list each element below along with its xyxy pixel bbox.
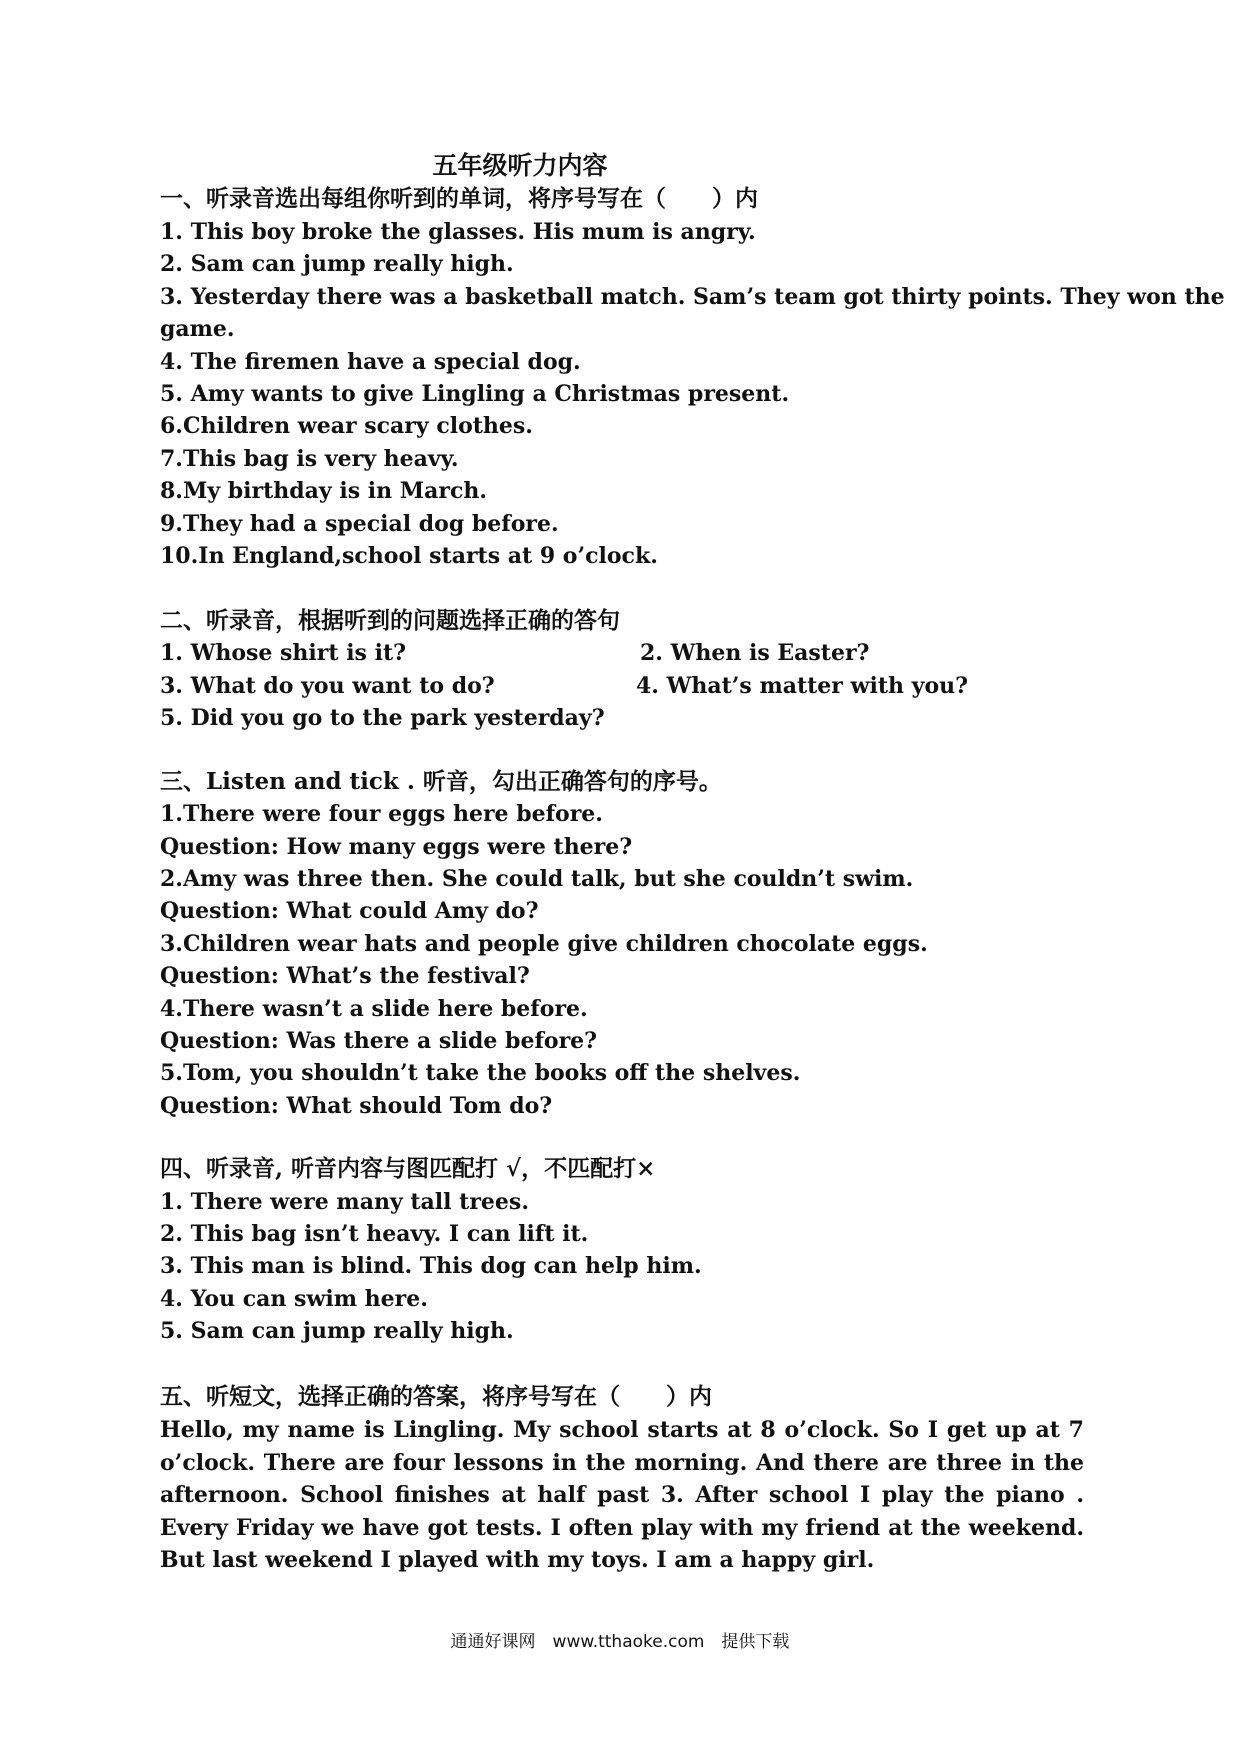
section-3-line: 2.Amy was three then. She could talk, but she couldn’t swim. [160,866,914,892]
section-2-question: 4. What’s matter with you? [636,673,969,699]
section-2-question: 5. Did you go to the park yesterday? [160,705,605,731]
section-3-line: 4.There wasn’t a slide here before. [160,996,588,1022]
section-2-heading: 二、听录音，根据听到的问题选择正确的答句 [160,607,620,634]
section-1-line: 2. Sam can jump really high. [160,251,514,277]
section-3-line: Question: What should Tom do? [160,1093,553,1119]
section-3-line: Question: What’s the festival? [160,963,530,989]
section-3-line: 5.Tom, you shouldn’t take the books off the shelves. [160,1060,801,1086]
section-1-line: 7.This bag is very heavy. [160,446,459,472]
page-title: 五年级听力内容 [432,151,608,180]
section-2-question: 1. Whose shirt is it? [160,640,407,666]
section-2-question: 3. What do you want to do? [160,673,495,699]
section-4-line: 4. You can swim here. [160,1286,428,1312]
section-3-heading: 三、Listen and tick . 听音，勾出正确答句的序号。 [160,768,722,795]
page-footer: 通通好课网 www.tthaoke.com 提供下载 [450,1632,790,1652]
section-4-line: 5. Sam can jump really high. [160,1318,514,1344]
section-1-line: 3. Yesterday there was a basketball match. Sam’s team got thirty points. They won the [160,284,1225,310]
section-4-heading: 四、听录音, 听音内容与图匹配打 √，不匹配打× [160,1155,656,1182]
section-1-line: game. [160,316,235,342]
section-1-line: 10.In England,school starts at 9 o’clock. [160,543,658,569]
section-2-question: 2. When is Easter? [640,640,870,666]
section-1-line: 6.Children wear scary clothes. [160,413,533,439]
section-5-heading: 五、听短文，选择正确的答案，将序号写在（ ）内 [160,1383,712,1410]
section-3-line: Question: Was there a slide before? [160,1028,598,1054]
section-1-line: 1. This boy broke the glasses. His mum is angry. [160,219,756,245]
section-5-passage: Hello, my name is Lingling. My school starts at 8 o’clock. So I get up at 7 o’clock. There are four lessons in the morning. And there are three in the afternoon. School finishes at half past 3. After school I play the piano . Every Friday we have got tests. I often play with my friend at the weekend. But last weekend I played with my toys. I am a happy girl. [160,1417,1084,1573]
section-3-line: 1.There were four eggs here before. [160,801,603,827]
section-1-line: 9.They had a special dog before. [160,511,559,537]
section-4-line: 1. There were many tall trees. [160,1189,529,1215]
section-3-line: Question: What could Amy do? [160,898,539,924]
section-3-line: 3.Children wear hats and people give children chocolate eggs. [160,931,928,957]
section-1-line: 8.My birthday is in March. [160,478,487,504]
section-1-heading: 一、听录音选出每组你听到的单词，将序号写在（ ）内 [160,185,758,212]
section-3-line: Question: How many eggs were there? [160,834,633,860]
section-1-line: 5. Amy wants to give Lingling a Christmas present. [160,381,790,407]
section-1-line: 4. The firemen have a special dog. [160,349,581,375]
section-4-line: 3. This man is blind. This dog can help him. [160,1253,702,1279]
section-4-line: 2. This bag isn’t heavy. I can lift it. [160,1221,589,1247]
